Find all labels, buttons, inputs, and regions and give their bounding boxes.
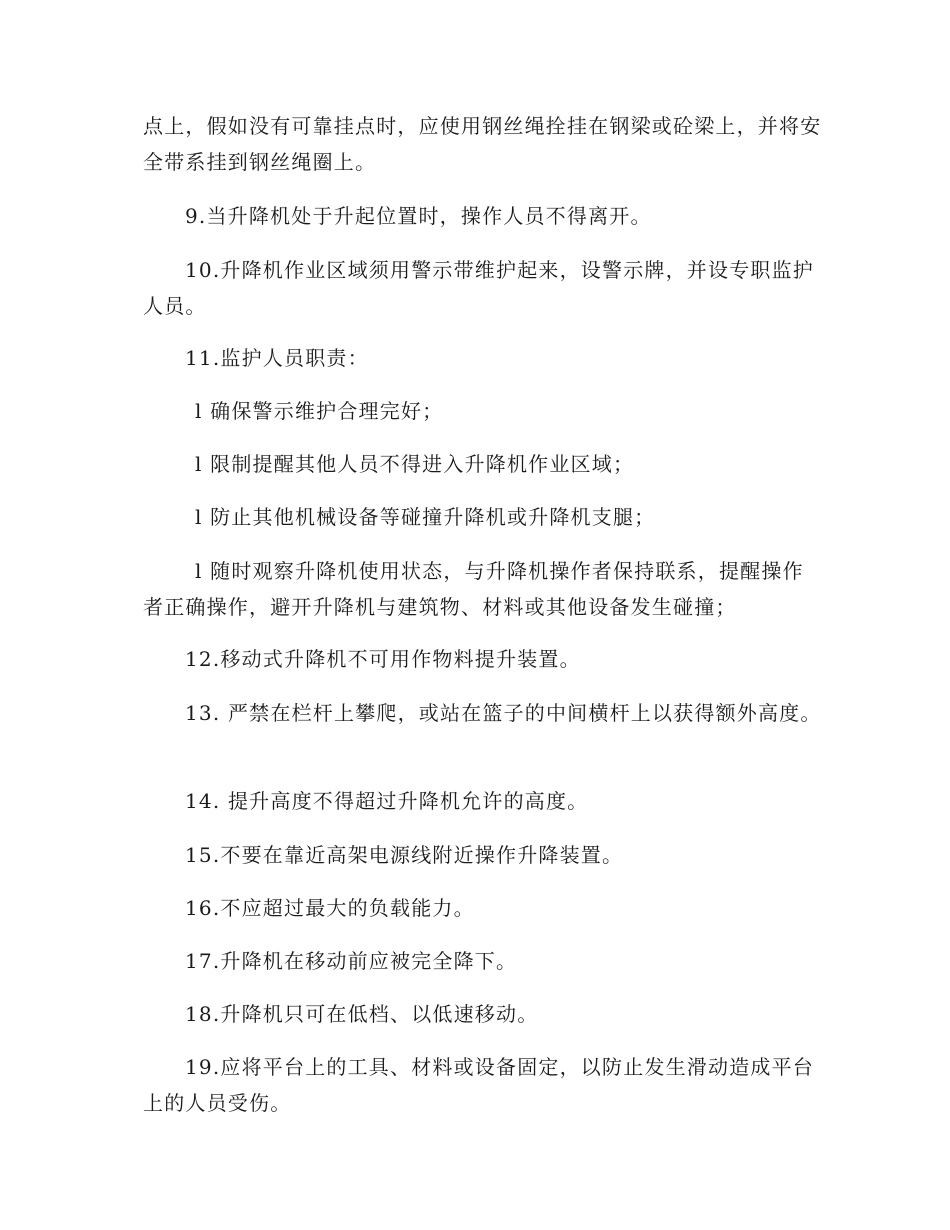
bullet-item: l 限制提醒其他人员不得进入升降机作业区域； [195,452,635,476]
paragraph-item-17: 17.升降机在移动前应被完全降下。 [185,949,518,973]
paragraph-item-9: 9.当升降机处于升起位置时，操作人员不得离开。 [185,204,652,228]
bullet-item: l 随时观察升降机使用状态，与升降机操作者保持联系，提醒操作者正确操作，避开升降机与建筑物、材料或其他设备发生碰撞； [143,559,804,619]
paragraph-item-11: 11.监护人员职责： [185,346,369,370]
bullet-item: l 确保警示维护合理完好； [195,399,444,423]
bullet-item: l 防止其他机械设备等碰撞升降机或升降机支腿； [195,505,656,529]
paragraph-item-18: 18.升降机只可在低档、以低速移动。 [185,1002,539,1026]
paragraph-item-19: 19.应将平台上的工具、材料或设备固定，以防止发生滑动造成平台上的人员受伤。 [143,1055,815,1115]
paragraph-item-16: 16.不应超过最大的负载能力。 [185,896,475,920]
paragraph-continuation: 点上，假如没有可靠挂点时，应使用钢丝绳拴挂在钢梁或砼梁上，并将安全带系挂到钢丝绳圈上。 [143,114,822,174]
paragraph-item-15: 15.不要在靠近高架电源线附近操作升降装置。 [185,843,624,867]
paragraph-item-14: 14. 提升高度不得超过升降机允许的高度。 [185,789,589,813]
paragraph-item-13: 13. 严禁在栏杆上攀爬，或站在篮子的中间横杆上以获得额外高度。 [185,701,822,725]
paragraph-item-12: 12.移动式升降机不可用作物料提升装置。 [185,647,581,671]
paragraph-item-10: 10.升降机作业区域须用警示带维护起来，设警示牌，并设专职监护人员。 [143,258,815,318]
